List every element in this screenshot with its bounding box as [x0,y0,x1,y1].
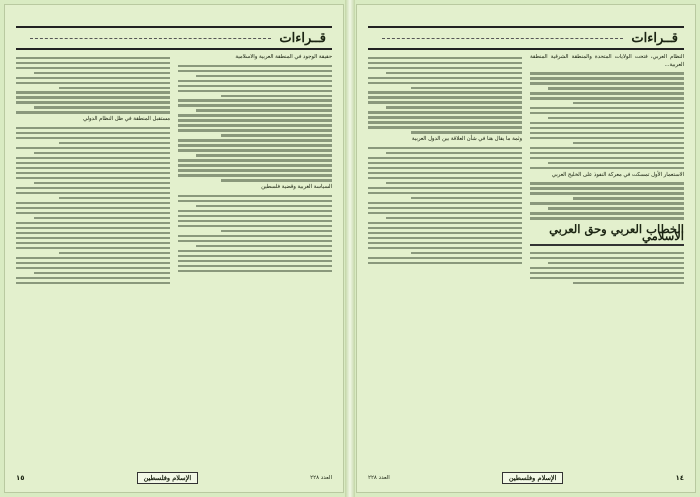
text-line [16,212,170,214]
text-line [16,262,170,264]
text-line [178,139,332,141]
text-line [178,124,332,126]
text-line [530,157,684,159]
text-line [548,87,684,89]
text-line [368,77,522,79]
left-page-section-title: قــراءات [279,30,326,46]
text-line [178,85,332,87]
text-line [16,77,170,79]
text-line [178,164,332,166]
text-line [368,237,522,239]
text-line [386,182,522,184]
right-col-right [530,54,684,465]
right-page-section-title: قــراءات [631,30,678,46]
text-line [530,152,684,154]
paragraph: مستقبل المنطقة في ظل النظام الدولي [82,116,170,123]
text-line [16,242,170,244]
text-line [16,167,170,169]
page-number: ١٥ [16,474,25,482]
text-line [196,109,332,111]
text-line [530,217,684,219]
text-line [548,207,684,209]
text-line [411,252,522,254]
text-line [16,62,170,64]
left-page [4,4,344,493]
text-line [178,200,332,202]
text-line [16,187,170,189]
text-line [34,72,170,74]
text-line [368,172,522,174]
text-line [386,72,522,74]
text-line [530,137,684,139]
text-line [368,222,522,224]
text-line [368,57,522,59]
text-line [16,207,170,209]
magazine-badge: الإسلام وفلسطين [502,472,564,484]
left-page-footer [16,471,332,485]
text-line [368,227,522,229]
text-line [59,197,170,199]
text-line [16,232,170,234]
text-line [16,267,170,269]
text-line [548,162,684,164]
left-page-header [16,26,332,50]
text-line [530,192,684,194]
text-line [178,119,332,121]
text-line [178,174,332,176]
text-line [530,107,684,109]
text-line [178,240,332,242]
text-line [221,134,332,136]
text-line [178,159,332,161]
text-line [368,207,522,209]
text-line [178,270,332,272]
text-line [16,67,170,69]
text-line [178,235,332,237]
text-line [178,90,332,92]
text-line [386,106,522,108]
text-line [178,149,332,151]
text-line [530,277,684,279]
text-line [196,205,332,207]
text-line [16,147,170,149]
text-line [368,257,522,259]
text-line [530,77,684,79]
magazine-badge: الإسلام وفلسطين [137,472,199,484]
text-line [178,250,332,252]
book-spine [345,0,355,497]
text-line [16,227,170,229]
text-line [368,116,522,118]
text-line [16,127,170,129]
text-line [16,172,170,174]
text-line [178,220,332,222]
text-line [368,67,522,69]
text-line [221,230,332,232]
text-line [16,222,170,224]
text-line [16,96,170,98]
paragraph: النظام العربي، فتحت الولايات المتحدة والمنطقة الشرقية المنطقة العربية... [530,54,684,68]
text-line [59,87,170,89]
text-line [16,91,170,93]
text-line [16,177,170,179]
text-line [530,147,684,149]
text-line [368,121,522,123]
text-line [221,179,332,181]
text-line [530,112,684,114]
text-line [530,182,684,184]
paragraph: السياسة الغربية وقضية فلسطين [261,184,332,191]
text-line [16,247,170,249]
text-line [368,111,522,113]
paragraph: الاستعمار الأول تمسكت في معركة النفوذ على الخليج العربي [551,171,684,178]
left-page-columns [16,54,332,465]
text-line [530,252,684,254]
text-line [530,127,684,129]
text-line [530,212,684,214]
text-line [386,152,522,154]
text-line [16,192,170,194]
text-line [16,137,170,139]
text-line [411,197,522,199]
text-line [178,195,332,197]
right-page-header [368,26,684,50]
text-line [178,80,332,82]
text-line [196,75,332,77]
text-line [368,157,522,159]
text-line [16,101,170,103]
text-line [368,101,522,103]
text-line [16,157,170,159]
left-col-left [16,54,170,465]
text-line [34,272,170,274]
text-line [368,212,522,214]
text-line [16,202,170,204]
text-line [530,267,684,269]
text-line [368,82,522,84]
text-line [178,65,332,67]
right-page [356,4,696,493]
text-line [573,102,684,104]
header-rule [382,38,623,39]
issue-label: العدد ٢٢٨ [310,475,332,481]
text-line [368,187,522,189]
text-line [178,210,332,212]
text-line [530,167,684,169]
text-line [368,91,522,93]
text-line [178,265,332,267]
text-line [59,252,170,254]
text-line [196,154,332,156]
text-line [221,95,332,97]
text-line [178,169,332,171]
text-line [530,82,684,84]
text-line [16,111,170,113]
right-page-columns [368,54,684,465]
text-line [16,57,170,59]
text-line [34,152,170,154]
text-line [178,114,332,116]
text-line [178,255,332,257]
text-line [59,142,170,144]
text-line [16,162,170,164]
text-line [368,162,522,164]
text-line [16,282,170,284]
text-line [573,197,684,199]
text-line [16,82,170,84]
article-title: الخطاب العربي وحق العربي الاسلامي [530,226,684,246]
text-line [548,262,684,264]
text-line [178,99,332,101]
right-page-footer [368,471,684,485]
paragraph: وثمة ما يقال هنا في شأن العلاقة بين الدول العربية [411,136,522,143]
text-line [530,92,684,94]
text-line [178,104,332,106]
text-line [16,277,170,279]
text-line [411,87,522,89]
text-line [178,215,332,217]
text-line [530,72,684,74]
text-line [34,182,170,184]
text-line [178,225,332,227]
text-line [530,97,684,99]
text-line [16,237,170,239]
text-line [16,132,170,134]
text-line [34,217,170,219]
paragraph: حقيقة الوجود في المنطقة العربية والاسلامية [235,54,332,60]
text-line [196,245,332,247]
text-line [368,62,522,64]
text-line [368,126,522,128]
text-line [530,257,684,259]
text-line [16,257,170,259]
text-line [368,242,522,244]
text-line [530,202,684,204]
text-line [368,167,522,169]
text-line [178,260,332,262]
text-line [530,272,684,274]
text-line [386,217,522,219]
text-line [368,247,522,249]
text-line [368,192,522,194]
text-line [573,142,684,144]
text-line [368,147,522,149]
text-line [368,232,522,234]
text-line [368,262,522,264]
text-line [530,187,684,189]
text-line [368,177,522,179]
text-line [34,106,170,108]
text-line [368,202,522,204]
text-line [178,129,332,131]
text-line [530,132,684,134]
text-line [548,117,684,119]
text-line [178,144,332,146]
text-line [573,282,684,284]
right-col-left [368,54,522,465]
text-line [368,96,522,98]
issue-label: العدد ٢٢٨ [368,475,390,481]
page-number: ١٤ [675,474,684,482]
text-line [178,70,332,72]
text-line [530,122,684,124]
header-rule [30,38,271,39]
text-line [411,131,522,133]
left-col-right [178,54,332,465]
